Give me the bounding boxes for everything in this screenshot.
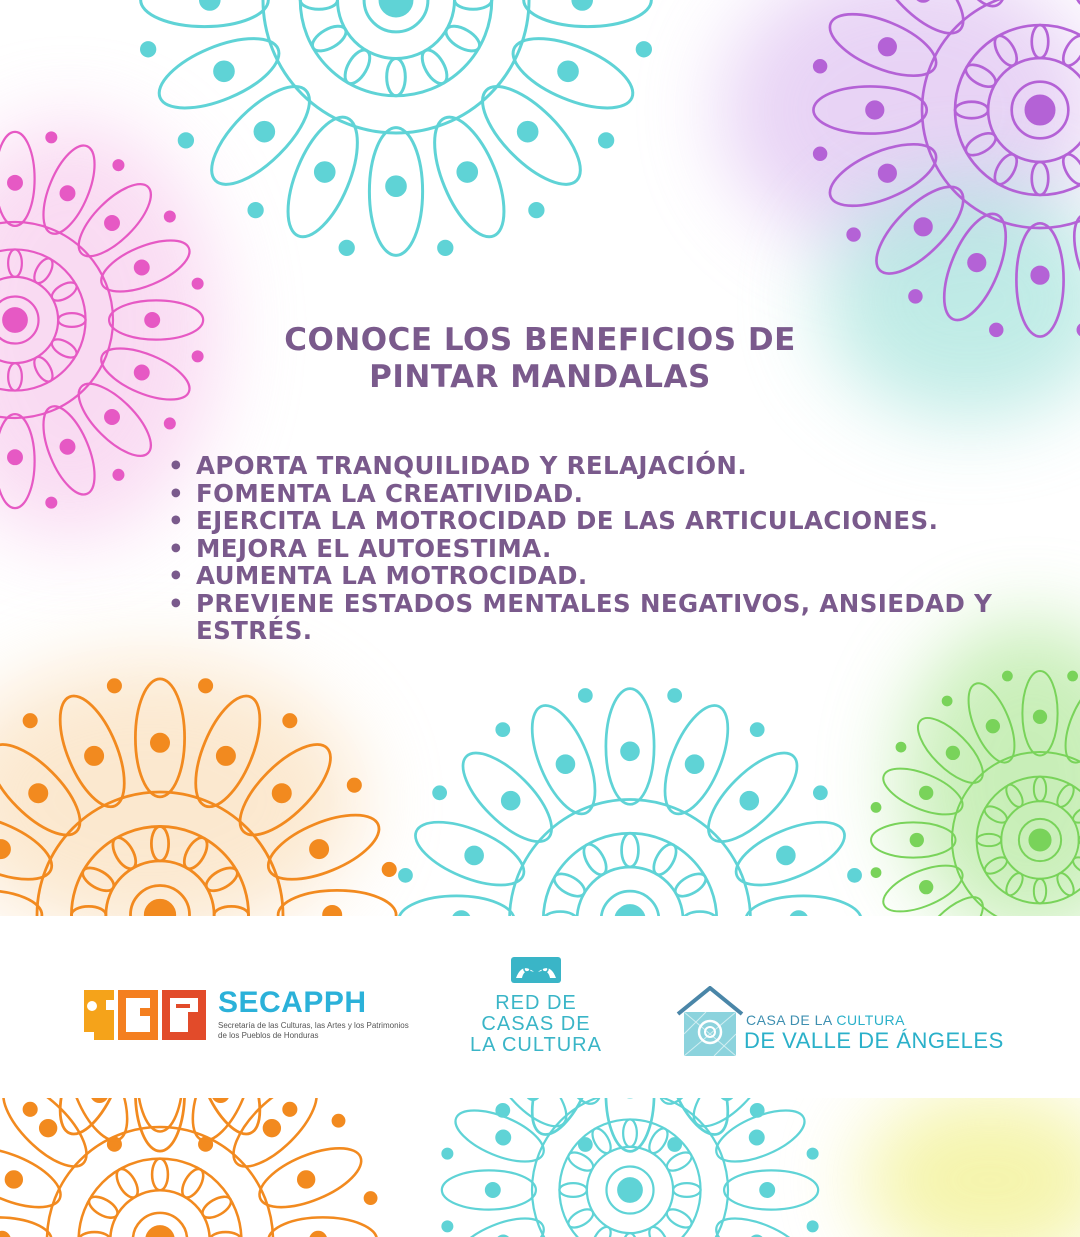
secapph-logo: [70, 986, 420, 1046]
mandala-purple-top-right: [800, 0, 1080, 350]
list-item: • APORTA TRANQUILIDAD Y RELAJACIÓN.: [168, 451, 748, 480]
secapph-subtitle: Secretaría de las Culturas, las Artes y los Patrimonios de los Pueblos de Honduras: [218, 1021, 409, 1040]
casa-line-2: DE VALLE DE ÁNGELES: [744, 1028, 1004, 1053]
red-casas-book-icon: [510, 956, 562, 984]
title-line-2: PINTAR MANDALAS: [369, 359, 711, 395]
list-item: • AUMENTA LA MOTROCIDAD.: [168, 561, 588, 590]
bullet: •: [168, 506, 185, 535]
page-title: [190, 322, 890, 396]
casa-cultura-house-icon: [676, 986, 744, 1058]
casa-cultura-logo: [676, 986, 1016, 1060]
bullet: •: [168, 451, 185, 480]
list-item: • PREVIENE ESTADOS MENTALES NEGATIVOS, ANSIEDAD Y ESTRÉS.: [168, 588, 993, 645]
bullet: •: [168, 561, 185, 590]
red-line-1: RED DE: [495, 992, 577, 1014]
secapph-name: SECAPPH: [218, 986, 367, 1019]
casa-line-1: CASA DE LA CULTURA: [746, 1012, 905, 1028]
secapph-logo-mark: [70, 986, 210, 1044]
list-item: • EJERCITA LA MOTROCIDAD DE LAS ARTICULACIONES.: [168, 506, 939, 535]
red-casas-logo: [466, 956, 606, 1056]
bullet: •: [168, 588, 185, 618]
red-line-2: CASAS DE: [481, 1013, 591, 1035]
watercolor-yellow: [860, 1090, 1080, 1237]
red-line-3: LA CULTURA: [470, 1034, 602, 1056]
bullet: •: [168, 478, 185, 508]
benefits-list: [166, 452, 1046, 645]
bullet: •: [168, 533, 185, 563]
title-line-1: CONOCE LOS BENEFICIOS DE: [284, 322, 796, 358]
list-item: • FOMENTA LA CREATIVIDAD.: [168, 478, 584, 508]
list-item: • MEJORA EL AUTOESTIMA.: [168, 533, 552, 563]
